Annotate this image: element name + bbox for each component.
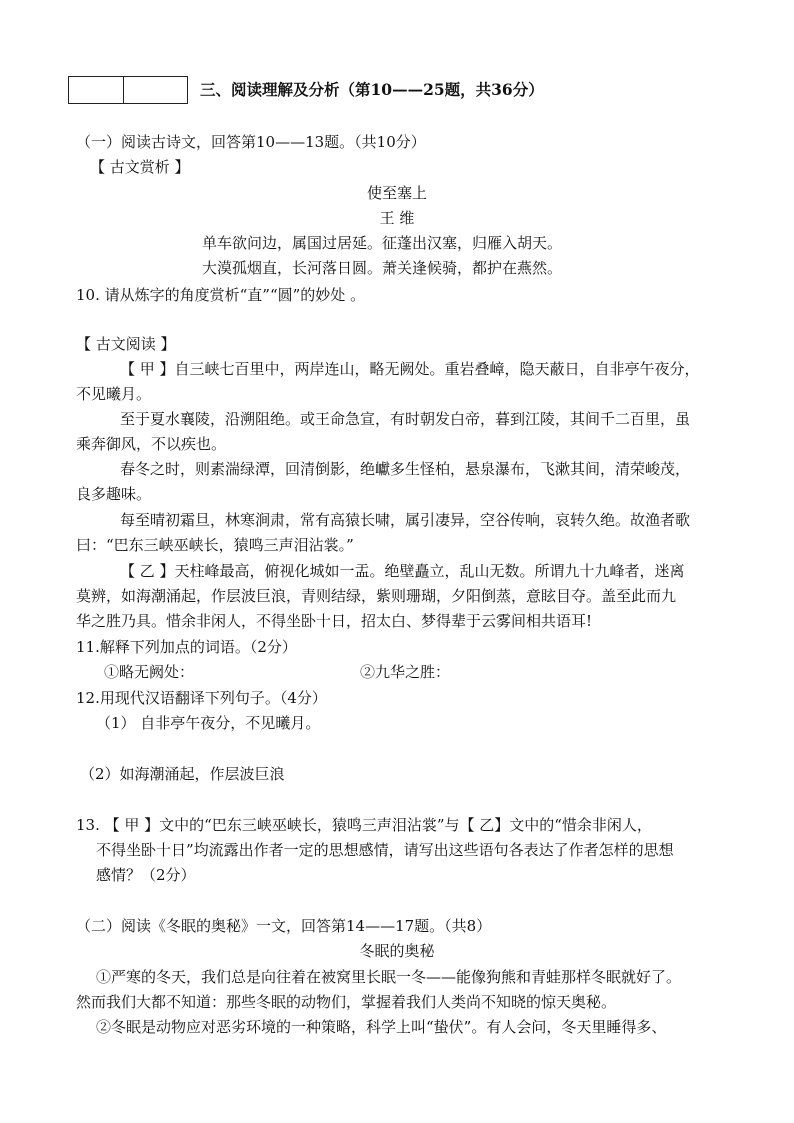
prose-line: 乘奔御风，不以疾也。	[76, 435, 227, 453]
question-13-line: 13. 【 甲 】文中的“巴东三峡巫峡长，猿鸣三声泪沾裳”与【 乙】文中的“惜余非闲人，	[76, 816, 652, 834]
poem-author: 王 维	[379, 209, 415, 227]
prose-line: 良多趣味。	[76, 485, 152, 503]
prose-line: 莫辨，如海潮涌起，作层波巨浪，青则结绿，紫则珊瑚，夕阳倒蒸，意眩目夺。盖至此而九	[76, 587, 677, 605]
question-12: 12.用现代汉语翻译下列句子。（4分）	[76, 689, 327, 707]
question-11-b: ②九华之胜：	[360, 663, 451, 681]
prose-label: 【 古文阅读 】	[76, 335, 176, 353]
question-13-line: 不得坐卧十日”均流露出作者一定的思想感情，请写出这些语句各表达了作者怎样的思想	[96, 841, 674, 859]
prose-line: 春冬之时，则素湍绿潭，回清倒影，绝巘多生怪柏，悬泉瀑布，飞漱其间，清荣峻茂，	[120, 460, 691, 478]
question-13-line: 感情？（2分）	[96, 866, 196, 884]
score-box-divider	[123, 77, 124, 103]
question-10: 10. 请从炼字的角度赏析“直”“圆”的妙处 。	[76, 286, 366, 304]
poem-label: 【 古文赏析 】	[90, 158, 190, 176]
part1-heading: （一）阅读古诗文，回答第10——13题。（共10分）	[76, 133, 426, 151]
question-12-a: （1） 自非亭午夜分，不见曦月。	[96, 714, 321, 732]
article-title: 冬眠的奥秘	[359, 942, 435, 960]
article-line: ②冬眠是动物应对恶劣环境的一种策略，科学上叫“蛰伏”。有人会问，冬天里睡得多、	[96, 1018, 667, 1036]
prose-line: 曰：“巴东三峡巫峡长，猿鸣三声泪沾裳。”	[76, 536, 354, 554]
article-line: 然而我们大都不知道：那些冬眠的动物们，掌握着我们人类尚不知晓的惊天奥秘。	[76, 993, 617, 1011]
prose-line: 每至晴初霜旦，林寒涧肃，常有高猿长啸，属引凄异，空谷传响，哀转久绝。故渔者歌	[120, 511, 691, 529]
section-title: 三、阅读理解及分析（第10——25题，共36分）	[200, 80, 544, 99]
poem-title: 使至塞上	[366, 184, 427, 202]
score-box	[68, 76, 188, 104]
prose-line: 至于夏水襄陵，沿溯阻绝。或王命急宣，有时朝发白帝，暮到江陵，其间千二百里，虽	[120, 410, 691, 428]
prose-line: 不见曦月。	[76, 385, 152, 403]
poem-line: 大漠孤烟直，长河落日圆。萧关逢候骑，都护在燕然。	[202, 259, 563, 277]
question-11-a: ①略无阙处：	[104, 663, 195, 681]
question-12-b: （2）如海潮涌起，作层波巨浪	[80, 765, 285, 783]
prose-line: 【 甲 】自三峡七百里中，两岸连山，略无阙处。重岩叠嶂，隐天蔽日，自非亭午夜分，	[120, 360, 700, 378]
part2-heading: （二）阅读《冬眠的奥秘》一文，回答第14——17题。（共8）	[76, 917, 492, 935]
question-11: 11.解释下列加点的词语。（2分）	[76, 638, 297, 656]
poem-line: 单车欲问边，属国过居延。征蓬出汉塞，归雁入胡天。	[202, 234, 563, 252]
prose-line: 【 乙 】天柱峰最高，俯视化城如一盂。绝壁矗立，乱山无数。所谓九十九峰者，迷离	[120, 562, 685, 580]
prose-line: 华之胜乃具。惜余非闲人，不得坐卧十日，招太白、梦得辈于云雾间相共语耳!	[76, 612, 593, 630]
article-line: ①严寒的冬天，我们总是向往着在被窝里长眠一冬——能像狗熊和青蛙那样冬眠就好了。	[96, 968, 682, 986]
